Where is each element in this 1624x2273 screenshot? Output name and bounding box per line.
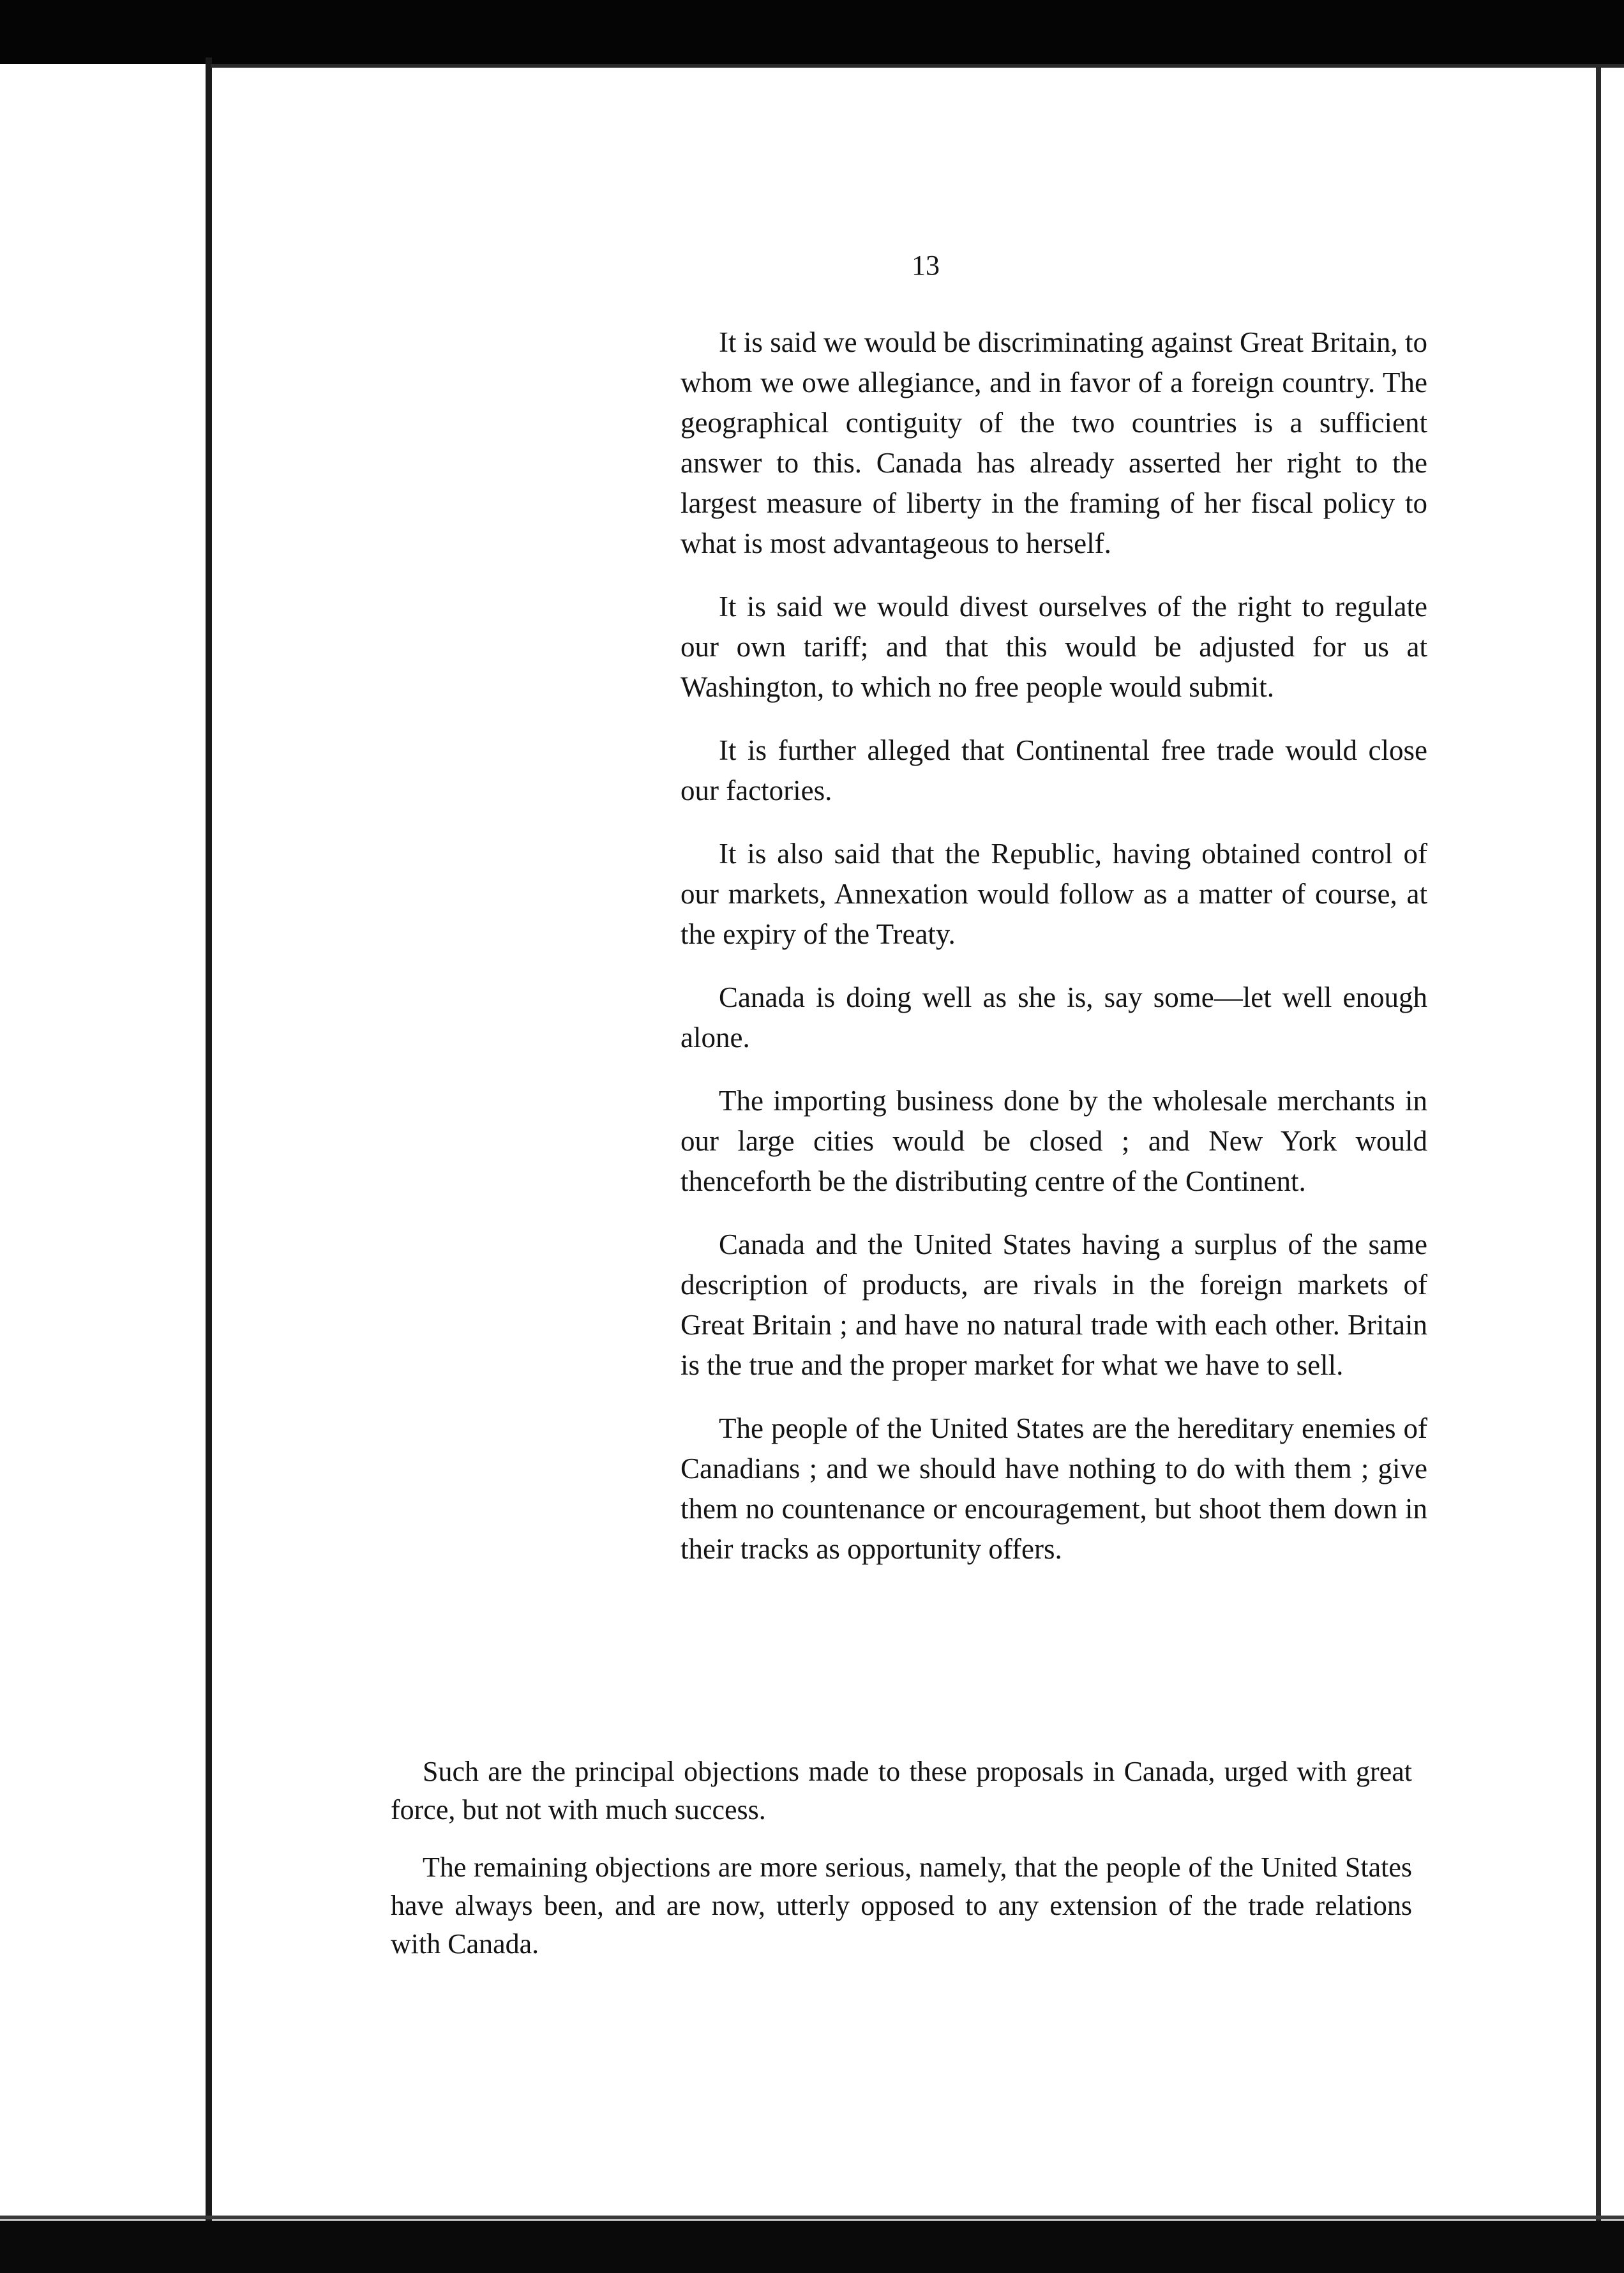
indented-text-column bbox=[680, 322, 1427, 1592]
page-right-edge bbox=[1596, 64, 1601, 2222]
paragraph: Canada is doing well as she is, say some—let well enough alone. bbox=[680, 981, 1427, 1053]
paragraph: Such are the principal objections made to these proposals in Canada, urged with great force, but not with much success. bbox=[391, 1756, 1412, 1825]
paragraph: Canada and the United States having a surplus of the same description of products, are rivals in the foreign markets of Great Britain ; and have no natural trade with each other. Britain is the true and the proper market for what we have to sell. bbox=[680, 1228, 1427, 1381]
paragraph: It is said we would divest ourselves of the right to regulate our own tariff; and that this would be adjusted for us at Washington, to which no free people would submit. bbox=[680, 591, 1427, 703]
paragraph: It is also said that the Republic, having obtained control of our markets, Annexation would follow as a matter of course, at the expiry of the Treaty. bbox=[680, 838, 1427, 950]
paragraph: The remaining objections are more serious, namely, that the people of the United States have always been, and are now, utterly opposed to any extension of the trade relations with Canada. bbox=[391, 1852, 1412, 1960]
page-top-edge bbox=[211, 64, 1624, 68]
scan-left-margin bbox=[0, 64, 211, 2235]
scan-top-border bbox=[0, 0, 1624, 64]
scan-bottom-border bbox=[0, 2221, 1624, 2273]
page-left-edge bbox=[206, 57, 212, 2228]
paragraph: It is further alleged that Continental free trade would close our factories. bbox=[680, 734, 1427, 806]
paragraph: The people of the United States are the hereditary enemies of Canadians ; and we should have nothing to do with them ; give them no countenance or encouragement, but shoot them down in their tracks as opportunity offers. bbox=[680, 1412, 1427, 1565]
page-number: 13 bbox=[912, 250, 940, 281]
page-bottom-edge bbox=[0, 2216, 1624, 2219]
full-width-text bbox=[391, 1753, 1412, 1982]
paragraph: The importing business done by the wholesale merchants in our large cities would be closed ; and New York would thenceforth be the distributing centre of the Continent. bbox=[680, 1085, 1427, 1197]
paragraph: It is said we would be discriminating against Great Britain, to whom we owe allegiance, and in favor of a foreign country. The geographical contiguity of the two countries is a sufficient answer to this. Canada has already asserted her right to the largest measure of liberty in the framing of her fiscal policy to what is most advantageous to herself. bbox=[680, 326, 1427, 559]
